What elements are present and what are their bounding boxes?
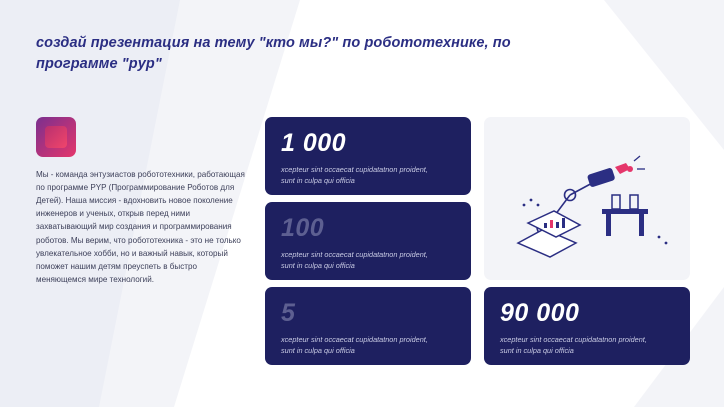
brand-logo	[36, 117, 76, 157]
stat-card-1-description: xcepteur sint occaecat cupidatatnon proident, sunt in culpa qui officia	[281, 165, 428, 185]
stat-card-2	[265, 202, 471, 280]
stat-card-3-description: xcepteur sint occaecat cupidatatnon proident, sunt in culpa qui officia	[281, 335, 428, 355]
stat-card-2-description: xcepteur sint occaecat cupidatatnon proident, sunt in culpa qui officia	[281, 250, 428, 270]
slide-body-text: Мы - команда энтузиастов робототехники, работающая по программе PYP (Программирование Роботов для Детей). Наша миссия - вдохновить новое поколение инженеров и ученых, открыв перед ними захватывающий мир создания и программирования роботов. Мы верим, что робототехника - это не только увлекательное хобби, но и важный навык, который поможет нашим детям преуспеть в быстро меняющемся мире технологий.	[36, 170, 245, 284]
stat-card-4-description: xcepteur sint occaecat cupidatatnon proident, sunt in culpa qui officia	[500, 335, 647, 355]
robot-arm-illustration	[484, 117, 690, 280]
slide-title: создай презентация на тему "кто мы?" по робототехнике, по программе "pyp"	[36, 35, 511, 73]
stat-card-1-number: 1 000	[281, 129, 347, 157]
stat-card-2-number: 100	[281, 214, 325, 242]
stat-card-1	[265, 117, 471, 195]
stat-card-3	[265, 287, 471, 365]
stat-card-3-number: 5	[281, 299, 296, 327]
stat-card-4-number: 90 000	[500, 299, 580, 327]
robot-arm-icon	[484, 117, 690, 280]
brand-logo-inner	[45, 126, 67, 148]
stat-card-4	[484, 287, 690, 365]
